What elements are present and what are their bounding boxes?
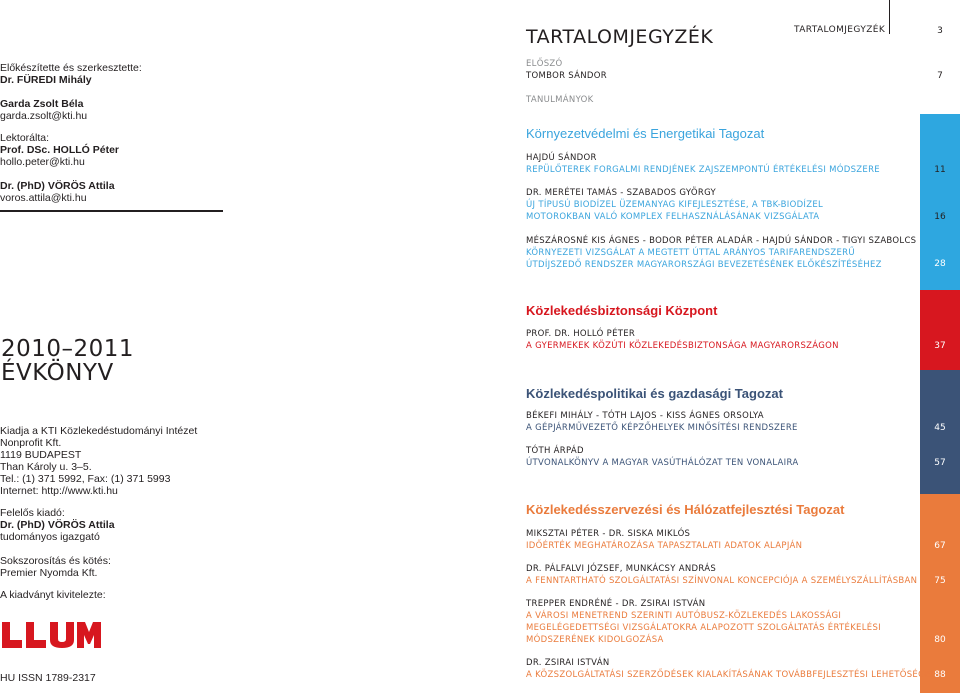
toc-entry-page: 75 xyxy=(934,576,946,586)
header-vertical-line xyxy=(889,0,890,34)
toc-entry-title[interactable]: A KÖZSZOLGÁLTATÁSI SZERZŐDÉSEK KIALAKÍTÁSÁNAK TOVÁBBFEJLESZTÉSI LEHETŐSÉGEI xyxy=(526,670,934,680)
page-number: 3 xyxy=(937,26,943,36)
toc-entry-title[interactable]: KÖRNYEZETI VIZSGÁLAT A MEGTETT ÚTTAL ARÁNYOS TARIFARENDSZERŰ xyxy=(526,248,855,258)
person2-email: garda.zsolt@kti.hu xyxy=(0,110,88,122)
foreword-author: TOMBOR SÁNDOR xyxy=(526,71,607,81)
toc-entry-title[interactable]: ÚTVONALKÖNYV A MAGYAR VASÚTHÁLÓZAT TEN VONALAIRA xyxy=(526,458,799,468)
toc-entry-title[interactable]: A FENNTARTHATÓ SZOLGÁLTATÁSI SZÍNVONAL KONCEPCIÓJA A SZEMÉLYSZÁLLÍTÁSBAN xyxy=(526,576,918,586)
proofreader1-name: Prof. DSc. HOLLÓ Péter xyxy=(0,144,120,156)
toc-entry-authors: DR. PÁLFALVI JÓZSEF, MUNKÁCSY ANDRÁS xyxy=(526,564,717,574)
toc-entry-page: 11 xyxy=(934,165,946,175)
toc-entry-authors: TÓTH ÁRPÁD xyxy=(526,446,584,456)
print-name: Premier Nyomda Kft. xyxy=(0,567,98,579)
toc-entry-title[interactable]: A GYERMEKEK KÖZÚTI KÖZLEKEDÉSBIZTONSÁGA MAGYARORSZÁGON xyxy=(526,341,839,351)
section-title-env: Környezetvédelmi és Energetikai Tagozat xyxy=(526,126,765,141)
toc-entry-authors: DR. ZSIRAI ISTVÁN xyxy=(526,658,610,668)
colophon-column xyxy=(0,0,224,693)
toc-entry-title[interactable]: ÚJ TÍPUSÚ BIODÍZEL ÜZEMANYAG KIFEJLESZTÉSE, A TBK-BIODÍZEL xyxy=(526,200,824,210)
toc-entry-title[interactable]: A VÁROSI MENETREND SZERINTI AUTÓBUSZ-KÖZLEKEDÉS LAKOSSÁGI xyxy=(526,611,842,621)
section-title-org: Közlekedésszervezési és Hálózatfejlesztési Tagozat xyxy=(526,502,845,517)
publisher-line3: 1119 BUDAPEST xyxy=(0,449,82,461)
divider-rule xyxy=(0,210,223,212)
toc-entry-page: 57 xyxy=(934,458,946,468)
toc-entry-page: 45 xyxy=(934,423,946,433)
foreword-label: ELŐSZÓ xyxy=(526,59,563,69)
print-label: Sokszorosítás és kötés: xyxy=(0,555,111,567)
toc-entry-page: 67 xyxy=(934,541,946,551)
section-bar-safety xyxy=(920,290,960,370)
toc-entry-page: 16 xyxy=(934,212,946,222)
toc-entry-title[interactable]: A GÉPJÁRMŰVEZETŐ KÉPZŐHELYEK MINŐSÍTÉSI RENDSZERE xyxy=(526,423,798,433)
design-label: A kiadványt kivitelezte: xyxy=(0,589,106,601)
editor-label: Előkészítette és szerkesztette: xyxy=(0,62,142,74)
responsible-label: Felelős kiadó: xyxy=(0,507,65,519)
publisher-line1: Kiadja a KTI Közlekedéstudományi Intézet xyxy=(0,425,198,437)
studies-label: TANULMÁNYOK xyxy=(526,95,594,105)
editor-name: Dr. FÜREDI Mihály xyxy=(0,74,92,86)
section-bar-org xyxy=(920,494,960,693)
toc-entry-title-cont[interactable]: MOTOROKBAN VALÓ KOMPLEX FELHASZNÁLÁSÁNAK VIZSGÁLATA xyxy=(526,212,820,222)
toc-entry-authors: PROF. DR. HOLLÓ PÉTER xyxy=(526,329,636,339)
toc-entry-page: 80 xyxy=(934,635,946,645)
toc-entry-title[interactable]: REPÜLŐTEREK FORGALMI RENDJÉNEK ZAJSZEMPONTÚ ÉRTÉKELÉSI MÓDSZERE xyxy=(526,165,880,175)
section-title-safety: Közlekedésbiztonsági Központ xyxy=(526,303,718,318)
toc-entry-title-cont[interactable]: MÓDSZERÉNEK KIDOLGOZÁSA xyxy=(526,635,664,645)
yearbook-title: ÉVKÖNYV xyxy=(1,360,114,386)
foreword-page: 7 xyxy=(937,71,943,81)
toc-entry-authors: TREPPER ENDRÉNÉ - DR. ZSIRAI ISTVÁN xyxy=(526,599,706,609)
publisher-line5: Tel.: (1) 371 5992, Fax: (1) 371 5993 xyxy=(0,473,171,485)
section-title-policy: Közlekedéspolitikai és gazdasági Tagozat xyxy=(526,386,783,401)
toc-entry-page: 28 xyxy=(934,259,946,269)
toc-entry-authors: MIKSZTAI PÉTER - DR. SISKA MIKLÓS xyxy=(526,529,691,539)
responsible-role: tudományos igazgató xyxy=(0,531,100,543)
proofreader2-email: voros.attila@kti.hu xyxy=(0,192,87,204)
proofread-label: Lektorálta: xyxy=(0,132,50,144)
toc-entry-page: 37 xyxy=(934,341,946,351)
toc-entry-authors: MÉSZÁROSNÉ KIS ÁGNES - BODOR PÉTER ALADÁR - HAJDÚ SÁNDOR - TIGYI SZABOLCS xyxy=(526,236,917,246)
toc-entry-authors: HAJDÚ SÁNDOR xyxy=(526,153,597,163)
publisher-line6: Internet: http://www.kti.hu xyxy=(0,485,118,497)
llum-logo xyxy=(0,620,104,657)
toc-entry-title[interactable]: IDŐÉRTÉK MEGHATÁROZÁSA TAPASZTALATI ADATOK ALAPJÁN xyxy=(526,541,803,551)
responsible-name: Dr. (PhD) VÖRÖS Attila xyxy=(0,519,115,531)
publisher-line2: Nonprofit Kft. xyxy=(0,437,62,449)
yearbook-years: 2010–2011 xyxy=(1,336,135,362)
toc-header-label: TARTALOMJEGYZÉK xyxy=(794,25,886,35)
proofreader2-name: Dr. (PhD) VÖRÖS Attila xyxy=(0,180,115,192)
person2-name: Garda Zsolt Béla xyxy=(0,98,84,110)
toc-title: TARTALOMJEGYZÉK xyxy=(526,26,714,48)
toc-entry-title-cont[interactable]: ÚTDÍJSZEDŐ RENDSZER MAGYARORSZÁGI BEVEZETÉSÉNEK ELŐKÉSZÍTÉSÉHEZ xyxy=(526,260,882,270)
toc-entry-authors: BÉKEFI MIHÁLY - TÓTH LAJOS - KISS ÁGNES ORSOLYA xyxy=(526,411,764,421)
toc-entry-authors: DR. MERÉTEI TAMÁS - SZABADOS GYÖRGY xyxy=(526,188,717,198)
toc-entry-page: 88 xyxy=(934,670,946,680)
toc-entry-title-cont[interactable]: MEGELÉGEDETTSÉGI VIZSGÁLATOKRA ALAPOZOTT SZOLGÁLTATÁS ÉRTÉKELÉSI xyxy=(526,623,881,633)
publisher-line4: Than Károly u. 3–5. xyxy=(0,461,92,473)
proofreader1-email: hollo.peter@kti.hu xyxy=(0,156,85,168)
issn: HU ISSN 1789-2317 xyxy=(0,672,96,684)
